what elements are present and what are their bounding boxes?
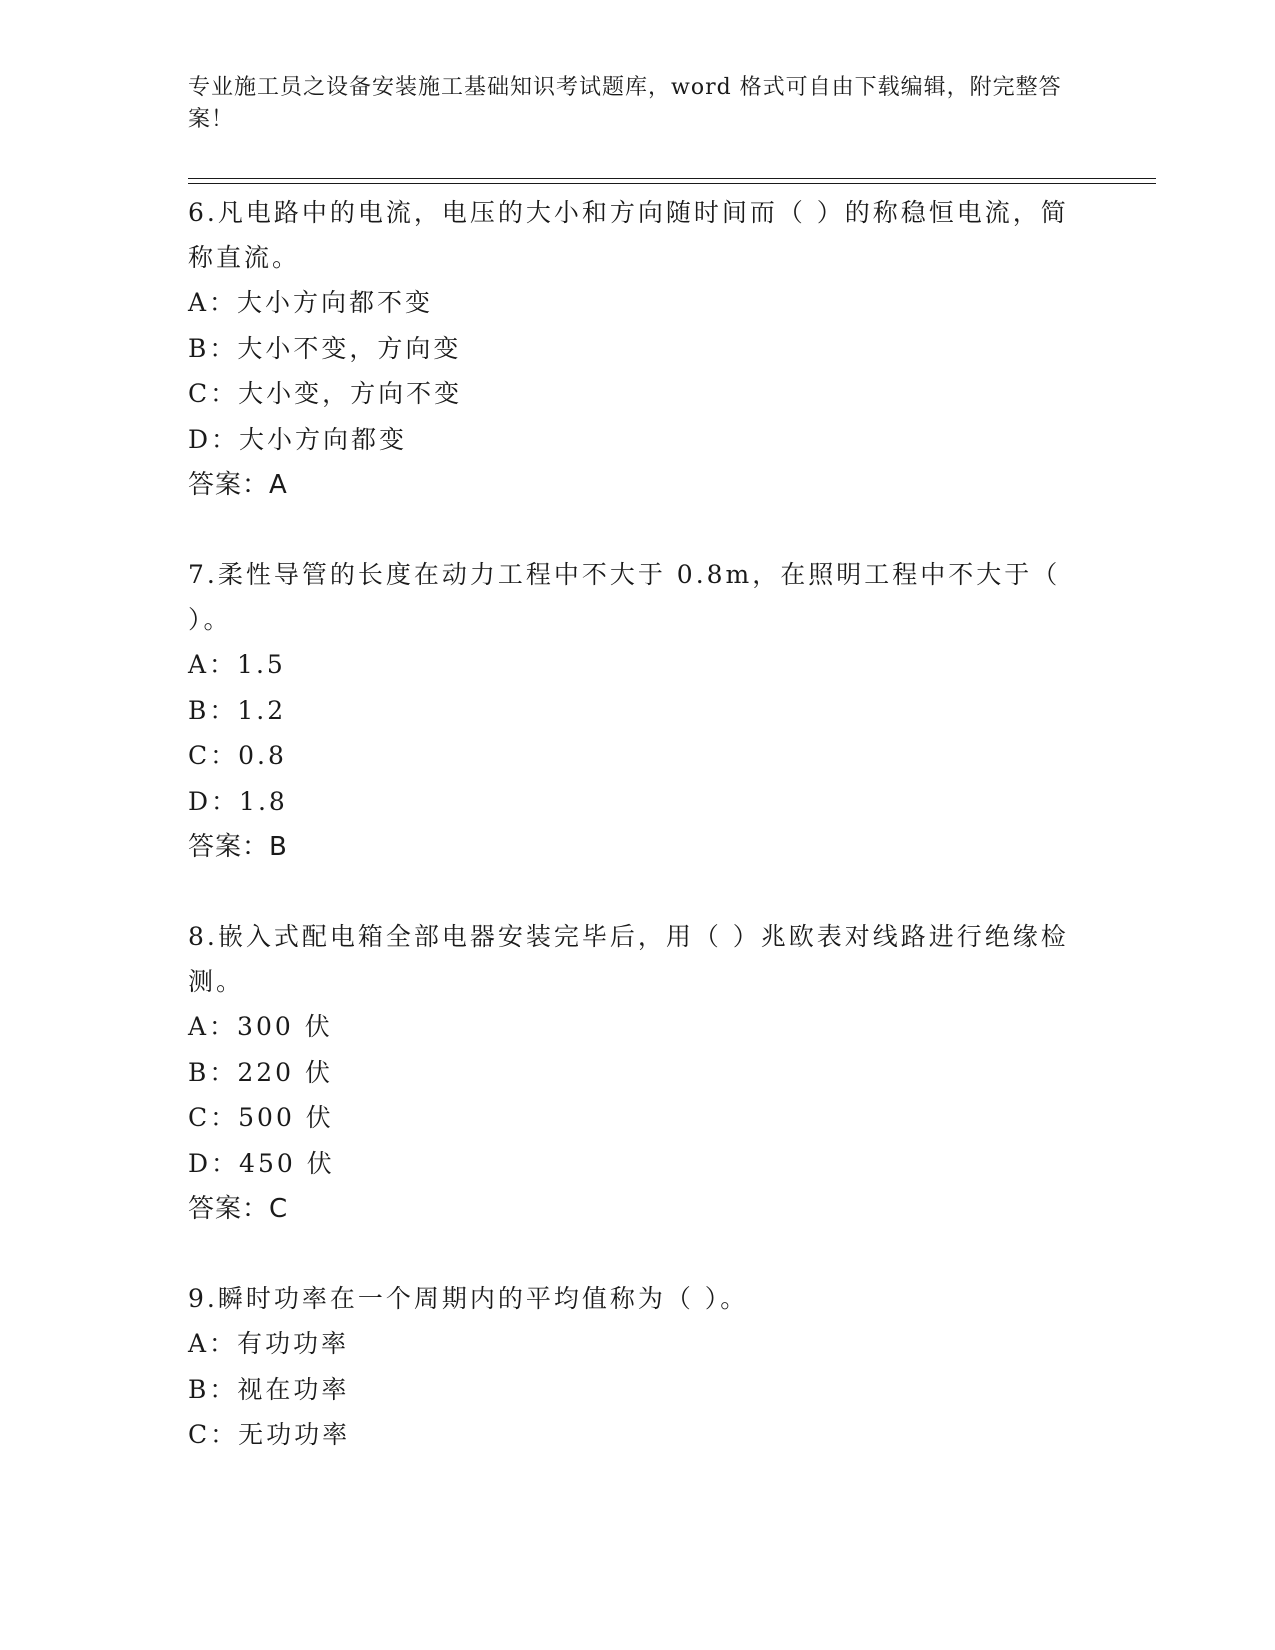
option-d: D：大小方向都变 bbox=[188, 424, 408, 454]
option-d: D：450 伏 bbox=[188, 1148, 335, 1178]
header-divider-top bbox=[188, 178, 1156, 179]
question-8 bbox=[188, 914, 1088, 1232]
question-text: 8.嵌入式配电箱全部电器安装完毕后，用（ ）兆欧表对线路进行绝缘检测。 bbox=[188, 922, 1069, 996]
option-b: B：大小不变，方向变 bbox=[188, 333, 462, 363]
question-list bbox=[188, 190, 1088, 1502]
question-text: 9.瞬时功率在一个周期内的平均值称为（ ）。 bbox=[188, 1284, 749, 1313]
option-b: B：220 伏 bbox=[188, 1057, 334, 1087]
document-header: 专业施工员之设备安装施工基础知识考试题库，word 格式可自由下载编辑，附完整答案！ bbox=[188, 75, 1062, 132]
option-a: A：300 伏 bbox=[188, 1012, 333, 1041]
answer-label: 答案：C bbox=[188, 1194, 289, 1224]
option-a: A：大小方向都不变 bbox=[188, 288, 434, 317]
question-9 bbox=[188, 1276, 1088, 1458]
answer-label: 答案：B bbox=[188, 832, 288, 862]
option-c: C：大小变，方向不变 bbox=[188, 379, 463, 408]
option-d: D：1.8 bbox=[188, 786, 288, 816]
question-text: 6.凡电路中的电流，电压的大小和方向随时间而（ ）的称稳恒电流，简称直流。 bbox=[188, 198, 1069, 272]
question-7 bbox=[188, 552, 1088, 870]
answer-label: 答案：A bbox=[188, 470, 288, 500]
option-b: B：视在功率 bbox=[188, 1374, 350, 1404]
question-text: 7.柔性导管的长度在动力工程中不大于 0.8m，在照明工程中不大于（ ）。 bbox=[188, 560, 1061, 634]
option-a: A：1.5 bbox=[188, 650, 286, 679]
header-divider-bottom bbox=[188, 183, 1156, 184]
question-6 bbox=[188, 190, 1088, 508]
option-c: C：无功功率 bbox=[188, 1420, 351, 1449]
option-c: C：500 伏 bbox=[188, 1103, 334, 1132]
option-b: B：1.2 bbox=[188, 695, 287, 725]
option-a: A：有功功率 bbox=[188, 1329, 350, 1358]
option-c: C：0.8 bbox=[188, 741, 287, 770]
